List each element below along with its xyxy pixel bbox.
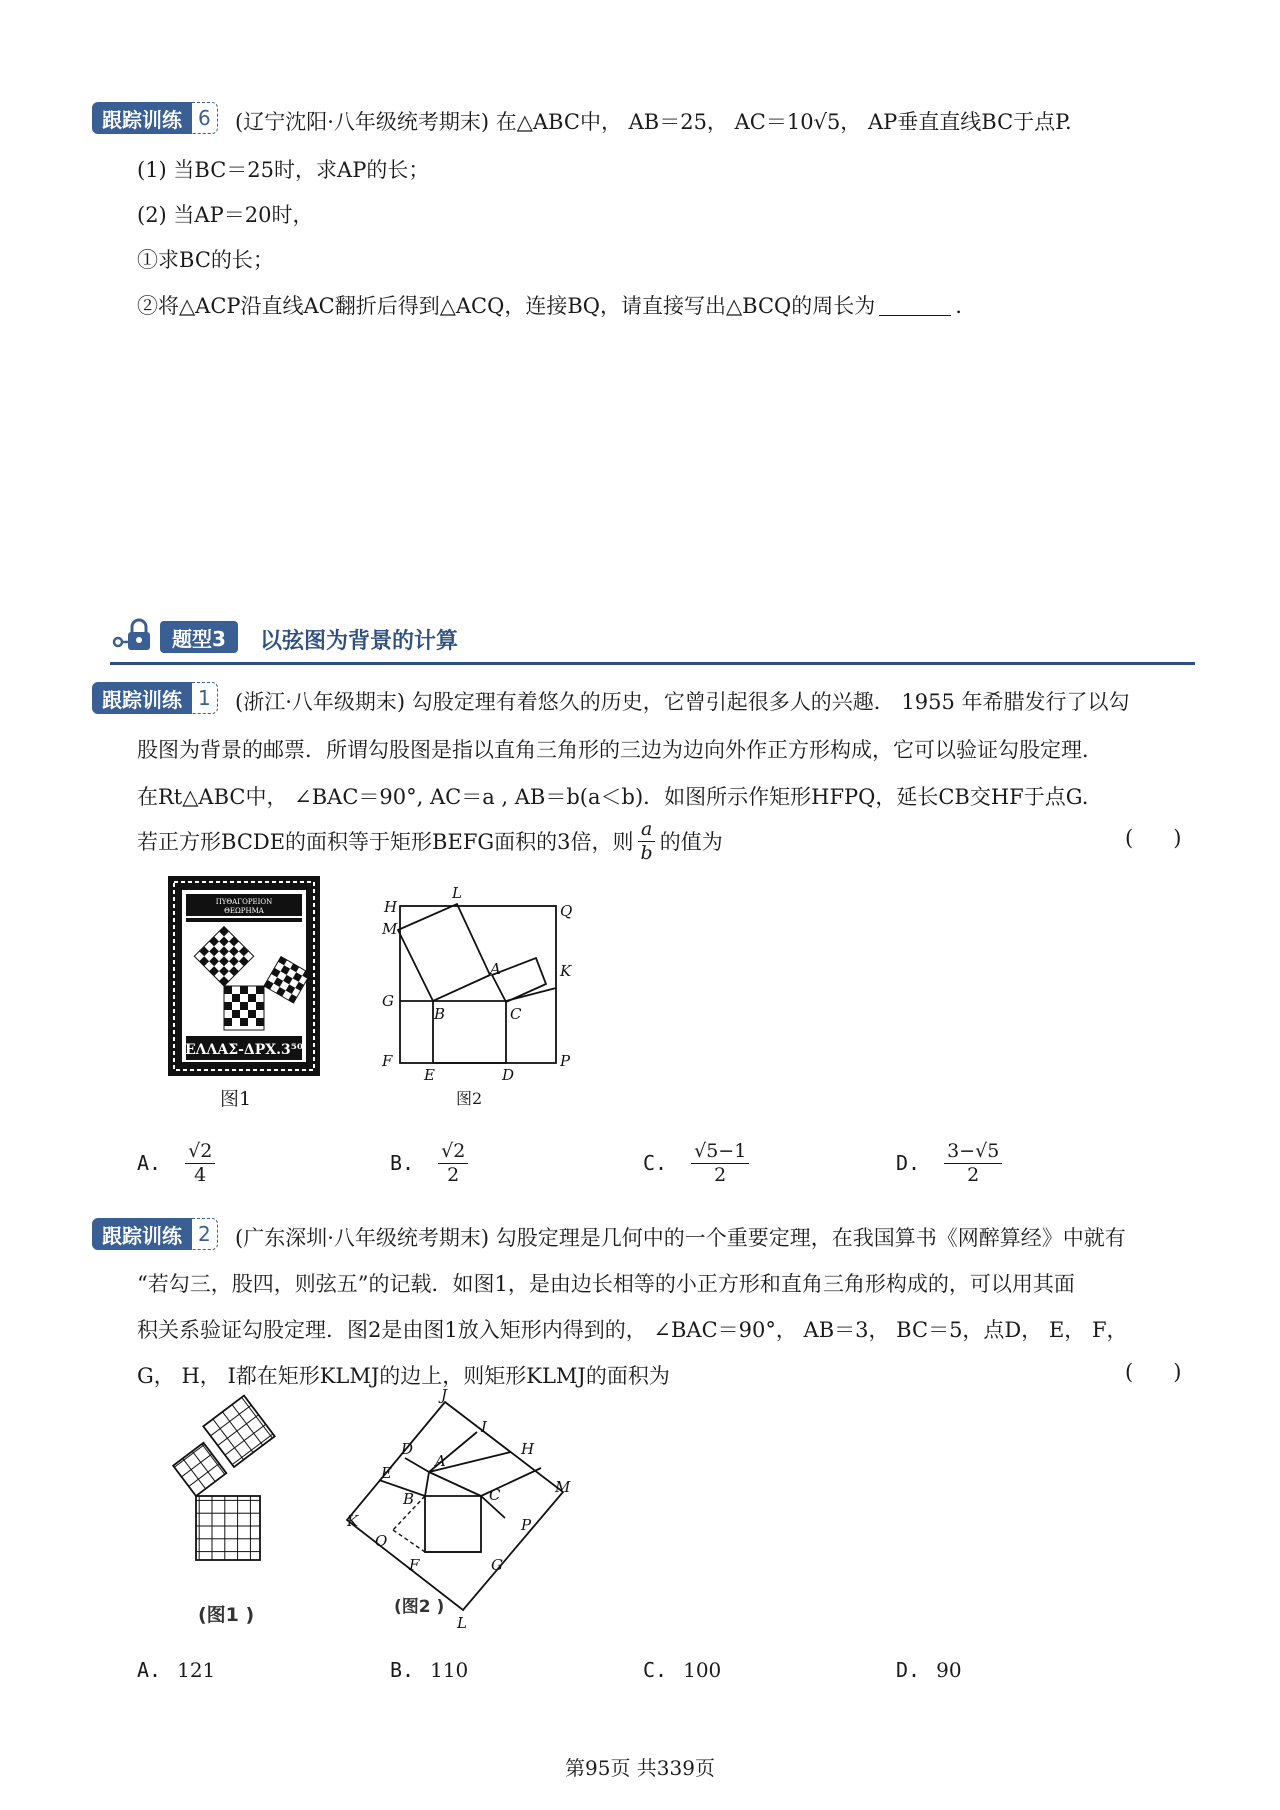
label-F: F (409, 1556, 420, 1574)
label-C: C (510, 1005, 522, 1023)
stamp-top-line1: ΠΥΘΑΓΟΡΕΙΟΝ (215, 898, 273, 906)
q1-tag-label: 跟踪训练 (92, 682, 192, 714)
q1-option-d-den: 2 (967, 1163, 980, 1186)
label-Q: Q (560, 902, 573, 920)
label-F: F (382, 1052, 393, 1070)
q1-option-c[interactable] (643, 1140, 753, 1187)
q6-part2-sub1: ①求BC的长； (137, 248, 274, 272)
q1-option-d-letter: D. (896, 1151, 921, 1176)
q1-option-d-num: 3−√5 (944, 1140, 1002, 1164)
q1-option-c-den: 2 (714, 1163, 727, 1186)
q1-option-a-num: √2 (185, 1140, 215, 1164)
stamp-bottom-text: ΕΛΛΑΣ-ΔΡΧ.3⁵⁰ (184, 1042, 304, 1058)
square-BCGF (425, 1496, 481, 1552)
q2-option-a-value: 121 (177, 1658, 216, 1682)
line-AC (429, 1472, 481, 1496)
q1-option-b-den: 2 (447, 1163, 460, 1186)
q1-fig2-diagram (378, 876, 578, 1084)
q6-part2-sub2-text: ②将△ACP沿直线AC翻折后得到△ACQ，连接BQ，请直接写出△BCQ的周长为 (137, 294, 876, 318)
q2-tag (92, 1218, 218, 1250)
label-P: P (560, 1052, 571, 1070)
q1-option-b[interactable] (390, 1140, 472, 1187)
q2-option-c-value: 100 (683, 1658, 722, 1682)
q1-line4-end: 的值为 (659, 830, 723, 855)
section-heading (110, 612, 1195, 665)
label-K: K (347, 1512, 359, 1530)
a-over-b-fraction (638, 818, 656, 865)
q2-fig2-caption: (图2 ) (394, 1597, 445, 1617)
page-footer: 第95页 共339页 (565, 1756, 715, 1780)
q2-line4: G， H， I都在矩形KLMJ的边上，则矩形KLMJ的面积为 (137, 1364, 670, 1388)
q6-tag (92, 102, 218, 134)
label-H: H (521, 1440, 535, 1458)
q1-fig1-stamp (168, 876, 320, 1076)
q1-line1: (浙江·八年级期末) 勾股定理有着悠久的历史，它曾引起很多人的兴趣． 1955 年希腊发行了以勾 (235, 690, 1130, 714)
q1-answer-paren[interactable]: ( ) (1125, 826, 1182, 850)
label-M: M (382, 920, 398, 938)
q6-part2-sub2-end: . (955, 294, 962, 318)
q2-option-d-value: 90 (936, 1658, 962, 1682)
fraction-denominator: b (640, 841, 653, 864)
left-grid-square (173, 1443, 226, 1496)
q2-tag-label: 跟踪训练 (92, 1218, 192, 1250)
q1-option-d-fraction (944, 1140, 1002, 1187)
q1-fig2-caption: 图2 (456, 1089, 483, 1108)
label-E: E (424, 1066, 435, 1084)
label-B: B (434, 1005, 446, 1023)
label-G: G (382, 992, 394, 1010)
line-EB (379, 1480, 425, 1496)
q6-tag-label: 跟踪训练 (92, 102, 192, 134)
q1-option-c-letter: C. (643, 1151, 668, 1176)
q2-option-b-letter: B. (390, 1658, 415, 1682)
q2-fig1-diagram (148, 1398, 318, 1598)
q2-tag-number: 2 (192, 1218, 218, 1250)
label-A: A (435, 1452, 446, 1470)
q1-option-a[interactable] (137, 1140, 219, 1187)
dashed-OF (393, 1530, 425, 1552)
label-B: B (403, 1490, 415, 1508)
label-E: E (381, 1464, 392, 1482)
q6-tag-number: 6 (192, 102, 218, 134)
q2-option-d-letter: D. (896, 1658, 921, 1682)
q1-option-a-letter: A. (137, 1151, 162, 1176)
q2-option-b-value: 110 (430, 1658, 469, 1682)
label-K: K (560, 962, 572, 980)
q1-line4 (137, 818, 723, 865)
line-BA (425, 1472, 429, 1496)
q1-option-a-fraction (185, 1140, 215, 1187)
big-grid-square (196, 1496, 260, 1560)
q2-line3: 积关系验证勾股定理．图2是由图1放入矩形内得到的， ∠BAC＝90°， AB＝3， BC＝5，点D， E， F， (137, 1318, 1128, 1342)
label-M: M (555, 1478, 571, 1496)
answer-blank[interactable] (879, 315, 951, 316)
rect-KLMJ (347, 1402, 563, 1610)
label-D: D (401, 1440, 414, 1458)
q2-fig2-diagram (345, 1386, 585, 1636)
q1-option-c-num: √5−1 (691, 1140, 749, 1164)
q2-option-c[interactable] (643, 1658, 721, 1682)
label-I: I (481, 1418, 487, 1436)
square-on-AB (398, 904, 490, 1001)
label-L: L (452, 884, 462, 902)
q1-option-b-letter: B. (390, 1151, 415, 1176)
label-L: L (457, 1614, 467, 1632)
rect-HFPQ (400, 906, 556, 1063)
q2-answer-paren[interactable]: ( ) (1125, 1360, 1182, 1384)
q1-line2: 股图为背景的邮票．所谓勾股图是指以直角三角形的三边为边向外作正方形构成，它可以验证勾股定理． (137, 738, 1103, 762)
q2-line1: (广东深圳·八年级统考期末) 勾股定理是几何中的一个重要定理，在我国算书《网醉算经》中就有 (235, 1226, 1126, 1250)
q1-tag (92, 682, 218, 714)
q2-option-a[interactable] (137, 1658, 215, 1682)
q6-stem: (辽宁沈阳·八年级统考期末) 在△ABC中， AB＝25， AC＝10√5， AP垂直直线BC于点P. (235, 110, 1072, 134)
stamp-top-line2: ΘΕΩΡΗΜΑ (224, 907, 264, 915)
q1-line4-text: 若正方形BCDE的面积等于矩形BEFG面积的3倍，则 (137, 830, 634, 855)
section-title: 以弦图为背景的计算 (260, 629, 459, 654)
label-H: H (384, 898, 398, 916)
q1-option-b-num: √2 (438, 1140, 468, 1164)
q1-option-b-fraction (438, 1140, 468, 1187)
q6-part2-sub2 (137, 290, 962, 320)
q2-option-d[interactable] (896, 1658, 962, 1682)
section-label: 题型3 (160, 621, 238, 653)
q1-option-d[interactable] (896, 1140, 1006, 1187)
q1-option-a-den: 4 (194, 1163, 207, 1186)
label-P: P (521, 1516, 532, 1534)
q2-fig1-caption: (图1 ) (198, 1604, 255, 1626)
q6-part1: (1) 当BC＝25时，求AP的长； (137, 158, 430, 182)
q1-option-c-fraction (691, 1140, 749, 1187)
q1-fig1-caption: 图1 (220, 1088, 252, 1110)
lock-key-icon (112, 618, 154, 654)
q2-option-b[interactable] (390, 1658, 468, 1682)
label-C: C (489, 1486, 501, 1504)
q1-line3: 在Rt△ABC中， ∠BAC＝90°, AC＝a , AB＝b(a＜b)．如图所示作矩形HFPQ，延长CB交HF于点G. (137, 785, 1089, 809)
label-D: D (502, 1066, 515, 1084)
q6-part2: (2) 当AP＝20时， (137, 203, 314, 227)
q2-option-c-letter: C. (643, 1658, 668, 1682)
q2-option-a-letter: A. (137, 1658, 162, 1682)
q2-line2: “若勾三，股四，则弦五”的记载．如图1，是由边长相等的小正方形和直角三角形构成的，可以用其面 (137, 1272, 1075, 1296)
label-O: O (375, 1532, 388, 1550)
q1-tag-number: 1 (192, 682, 218, 714)
line-DA (405, 1458, 429, 1472)
label-J: J (441, 1386, 448, 1404)
label-A: A (490, 960, 501, 978)
fraction-numerator: a (638, 818, 655, 842)
label-G: G (491, 1556, 503, 1574)
